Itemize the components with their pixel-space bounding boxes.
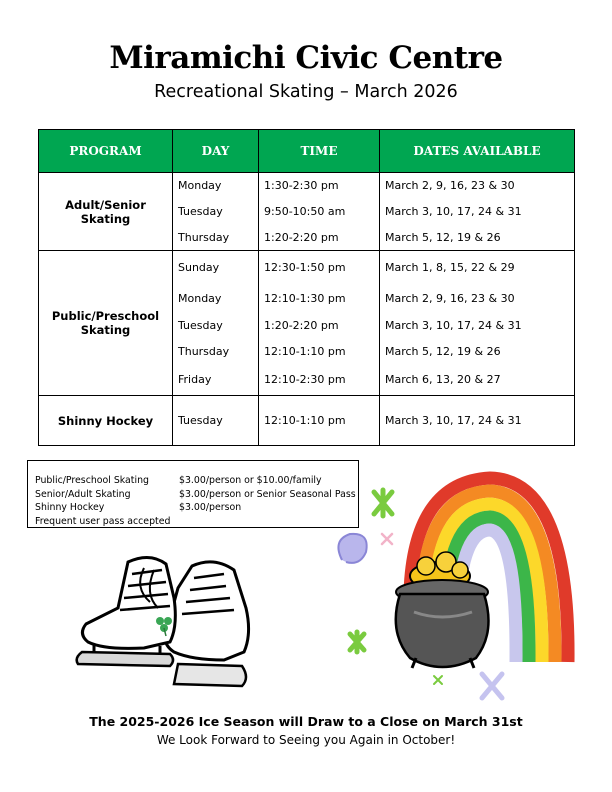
return-message: We Look Forward to Seeing you Again in October! — [156, 733, 456, 747]
table-header-row — [39, 130, 575, 173]
dates-cell: March 2, 9, 16, 23 & 30 — [380, 285, 575, 312]
skates-illustration-icon — [74, 548, 256, 696]
column-header: PROGRAM — [39, 130, 173, 173]
fees-box — [27, 460, 359, 528]
day-cell: Tuesday — [173, 396, 259, 446]
time-cell: 12:30-1:50 pm — [259, 251, 380, 285]
dates-cell: March 3, 10, 17, 24 & 31 — [380, 312, 575, 339]
day-cell: Thursday — [173, 339, 259, 365]
fee-value: $3.00/person — [179, 502, 242, 513]
table-row — [39, 396, 575, 446]
fee-label: Public/Preschool Skating — [35, 475, 149, 486]
fee-row — [35, 515, 358, 529]
schedule-table — [38, 129, 575, 446]
page-title: Miramichi Civic Centre — [109, 40, 503, 76]
season-close-notice: The 2025-2026 Ice Season will Draw to a Close on March 31st — [89, 714, 523, 729]
dates-cell: March 5, 12, 19 & 26 — [380, 339, 575, 365]
time-cell: 12:10-1:10 pm — [259, 396, 380, 446]
table-row — [39, 251, 575, 285]
fee-label: Senior/Adult Skating — [35, 488, 131, 500]
time-cell: 9:50-10:50 am — [259, 199, 380, 225]
dates-cell: March 1, 8, 15, 22 & 29 — [380, 251, 575, 285]
program-cell: Shinny Hockey — [39, 396, 173, 446]
program-cell: Public/Preschool Skating — [39, 251, 173, 396]
day-cell: Tuesday — [173, 199, 259, 225]
time-cell: 12:10-1:30 pm — [259, 285, 380, 312]
dates-cell: March 2, 9, 16, 23 & 30 — [380, 173, 575, 199]
dates-cell: March 3, 10, 17, 24 & 31 — [380, 396, 575, 446]
time-cell: 1:20-2:20 pm — [259, 312, 380, 339]
day-cell: Sunday — [173, 251, 259, 285]
day-cell: Thursday — [173, 225, 259, 251]
dates-cell: March 5, 12, 19 & 26 — [380, 225, 575, 251]
fee-value: $3.00/person or $10.00/family — [179, 475, 322, 486]
fee-row — [35, 501, 358, 515]
fee-label: Frequent user pass accepted — [35, 515, 171, 527]
table-row — [39, 173, 575, 199]
time-cell: 12:10-2:30 pm — [259, 365, 380, 396]
fee-row — [35, 474, 358, 488]
column-header: DAY — [173, 130, 259, 173]
fee-value: $3.00/person or Senior Seasonal Pass — [179, 488, 356, 500]
rainbow-pot-of-gold-icon — [330, 462, 592, 712]
day-cell: Friday — [173, 365, 259, 396]
time-cell: 1:20-2:20 pm — [259, 225, 380, 251]
dates-cell: March 3, 10, 17, 24 & 31 — [380, 199, 575, 225]
day-cell: Monday — [173, 173, 259, 199]
fee-label: Shinny Hockey — [35, 502, 105, 513]
column-header: TIME — [259, 130, 380, 173]
dates-cell: March 6, 13, 20 & 27 — [380, 365, 575, 396]
column-header: DATES AVAILABLE — [380, 130, 575, 173]
time-cell: 1:30-2:30 pm — [259, 173, 380, 199]
fee-row — [35, 488, 358, 502]
day-cell: Tuesday — [173, 312, 259, 339]
program-cell: Adult/Senior Skating — [39, 173, 173, 251]
day-cell: Monday — [173, 285, 259, 312]
page-subtitle: Recreational Skating – March 2026 — [154, 82, 458, 102]
time-cell: 12:10-1:10 pm — [259, 339, 380, 365]
